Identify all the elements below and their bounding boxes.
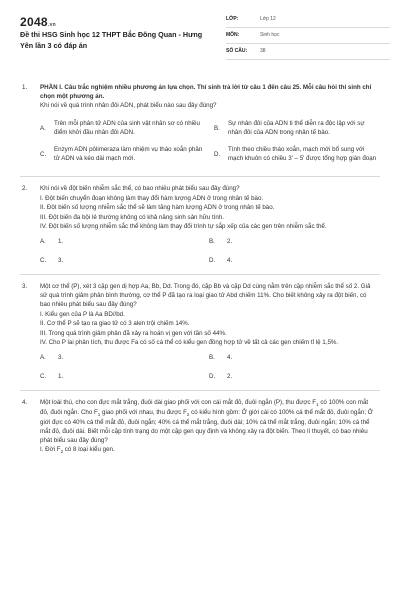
option-text: Enzym ADN pôlimeraza làm nhiệm vụ tháo xoắn phân tử ADN và kéo dài mạch mới. [54, 146, 203, 163]
option-text: 4. [227, 354, 233, 362]
meta-key: MÔN: [226, 31, 240, 38]
option-text: 4. [227, 257, 233, 265]
question-number: 4. [22, 399, 28, 407]
question-4 [0, 399, 400, 456]
option-label: A. [40, 238, 46, 246]
question-divider [20, 176, 380, 177]
meta-value: Lớp 12 [260, 15, 276, 22]
option-label: C. [40, 257, 47, 265]
option-label: A. [40, 354, 46, 362]
option-text: 3. [58, 354, 64, 362]
meta-key: LỚP: [226, 15, 239, 22]
statement: I. Kiểu gen của P là Aa BD//bd. [40, 310, 125, 318]
document-title: Đề thi HSG Sinh học 12 THPT Bắc Đông Quan - Hưng Yên lần 3 có đáp án [20, 30, 203, 50]
document-header [0, 0, 400, 80]
statement: III. Đột biến đa bội lẻ thường không có khả năng sinh sản hữu tính. [40, 213, 224, 221]
question-number: 1. [22, 84, 28, 91]
document-meta [226, 12, 390, 60]
option-label: D. [209, 373, 216, 381]
meta-value: 38 [260, 47, 266, 54]
option-label: B. [214, 124, 220, 132]
answer-option-c[interactable] [40, 373, 209, 382]
option-text: 2. [227, 373, 233, 381]
meta-value: Sinh học [260, 31, 280, 38]
question-2 [0, 185, 400, 266]
option-text: Tính theo chiều tháo xoắn, mạch mới bổ sung với mạch khuôn có chiều 3' – 5' được tổng hợp gián đoạn [228, 146, 377, 163]
answer-option-c[interactable] [40, 142, 204, 168]
option-text: Sự nhân đôi của ADN ti thể diễn ra độc lập với sự nhân đôi của ADN trong nhân tế bào. [228, 120, 365, 137]
answer-option-a[interactable] [40, 116, 204, 142]
option-text: 3. [58, 257, 64, 265]
question-number: 2. [22, 185, 28, 193]
option-label: C. [40, 373, 47, 381]
answer-option-b[interactable] [209, 354, 378, 363]
answer-option-d[interactable] [209, 257, 378, 266]
option-label: B. [209, 354, 215, 362]
statement: IV. Cho P lai phân tích, thu được Fa có số cá thể có kiểu gen đồng hợp tử về tất cả các gen chiếm tỉ lệ 1,5%. [40, 339, 339, 347]
statement: II. Cơ thể P sẽ tạo ra giao tử có 3 alen trội chiếm 14%. [40, 320, 190, 328]
option-text: 1. [58, 373, 64, 381]
question-1 [0, 84, 400, 168]
question-stem: Một loài thú, cho con đực mắt trắng, đuôi dài giao phối với con cái mắt đỏ, đuôi ngắn (P), thu được $F_1$ có 100% con mắt đỏ, đuôi ngắn. Cho $F_1$ giao phối với nhau, thu được $F_2$ có kiểu hình gồm: Ở giới cái có 100% cá thể mắt đỏ, đuôi ngắn; Ở giới đực có 40% cá thể mắt đỏ, đuôi ngắn; 40% cá thể mắt trắng, đuôi dài; 10% cá thể mắt trắng, đuôi ngắn; 10% cá thể mắt đỏ, đuôi dài. Biết mỗi cặp tính trạng do một cặp gen quy định và không xảy ra đột biến. Theo lí thuyết, có bao nhiêu phát biểu sau đây đúng? [40, 399, 373, 444]
question-stem: Khi nói về đột biến nhiễm sắc thể, có bao nhiêu phát biểu sau đây đúng? [40, 185, 240, 193]
section-intro: PHẦN I. Câu trắc nghiệm nhiều phương án lựa chọn. Thí sinh trả lời từ câu 1 đến câu 25. Mỗi câu hỏi thí sinh chỉ chọn một phương án. [40, 84, 372, 100]
question-stem: Khi nói về quá trình nhân đôi ADN, phát biểu nào sau đây đúng? [40, 102, 217, 110]
option-label: D. [209, 257, 216, 265]
site-logo[interactable]: 2048.vn [20, 15, 57, 29]
answer-option-d[interactable] [209, 373, 378, 382]
answer-option-a[interactable] [40, 238, 209, 247]
statement: III. Trong quá trình giảm phân đã xảy ra hoán vị gen với tần số 44%. [40, 329, 227, 337]
option-text: 2. [227, 238, 233, 246]
statement: II. Đột biến số lượng nhiễm sắc thể sẽ làm tăng hàm lượng ADN ở trong nhân tế bào. [40, 204, 275, 212]
meta-row-subject [226, 28, 390, 44]
option-label: C. [40, 150, 47, 158]
statement: IV. Đột biến số lượng nhiễm sắc thể không làm thay đổi trình tự sắp xếp của các gen trên nhiễm sắc thể. [40, 223, 327, 231]
meta-row-count [226, 44, 390, 60]
answer-option-c[interactable] [40, 257, 209, 266]
answer-option-b[interactable] [214, 116, 378, 142]
question-divider [20, 274, 380, 275]
question-number: 3. [22, 283, 28, 291]
option-text: Trên mỗi phân tử ADN của sinh vật nhân sơ có nhiều điểm khởi đầu nhân đôi ADN. [54, 120, 200, 137]
answer-option-b[interactable] [209, 238, 378, 247]
option-label: D. [214, 150, 221, 158]
answer-options [40, 116, 378, 168]
question-divider [20, 390, 380, 391]
answer-options [40, 354, 378, 382]
option-label: B. [209, 238, 215, 246]
option-label: A. [40, 124, 46, 132]
question-3 [0, 283, 400, 382]
statement: I. Đời $F_2$ có 8 loại kiểu gen. [40, 446, 115, 455]
answer-options [40, 238, 378, 266]
answer-option-a[interactable] [40, 354, 209, 363]
option-text: 1. [58, 238, 64, 246]
meta-key: SỐ CÂU: [226, 47, 248, 54]
question-stem: Một cơ thể (P), xét 3 cặp gen dị hợp Aa, Bb, Dd. Trong đó, cặp Bb và cặp Dd cùng nằm trên cặp nhiễm sắc thể số 2. Giả sử quá trình giảm phân bình thường, cơ thể P đã tạo ra loại giao tử Abd chiếm 11%. Cho biết không xảy ra đột biến, có bao nhiêu phát biểu sau đây đúng? [40, 283, 371, 309]
meta-row-class [226, 12, 390, 28]
question-list [0, 80, 400, 600]
statement: I. Đột biến chuyển đoạn không làm thay đổi hàm lượng ADN ở trong nhân tế bào. [40, 194, 264, 202]
answer-option-d[interactable] [214, 142, 378, 168]
